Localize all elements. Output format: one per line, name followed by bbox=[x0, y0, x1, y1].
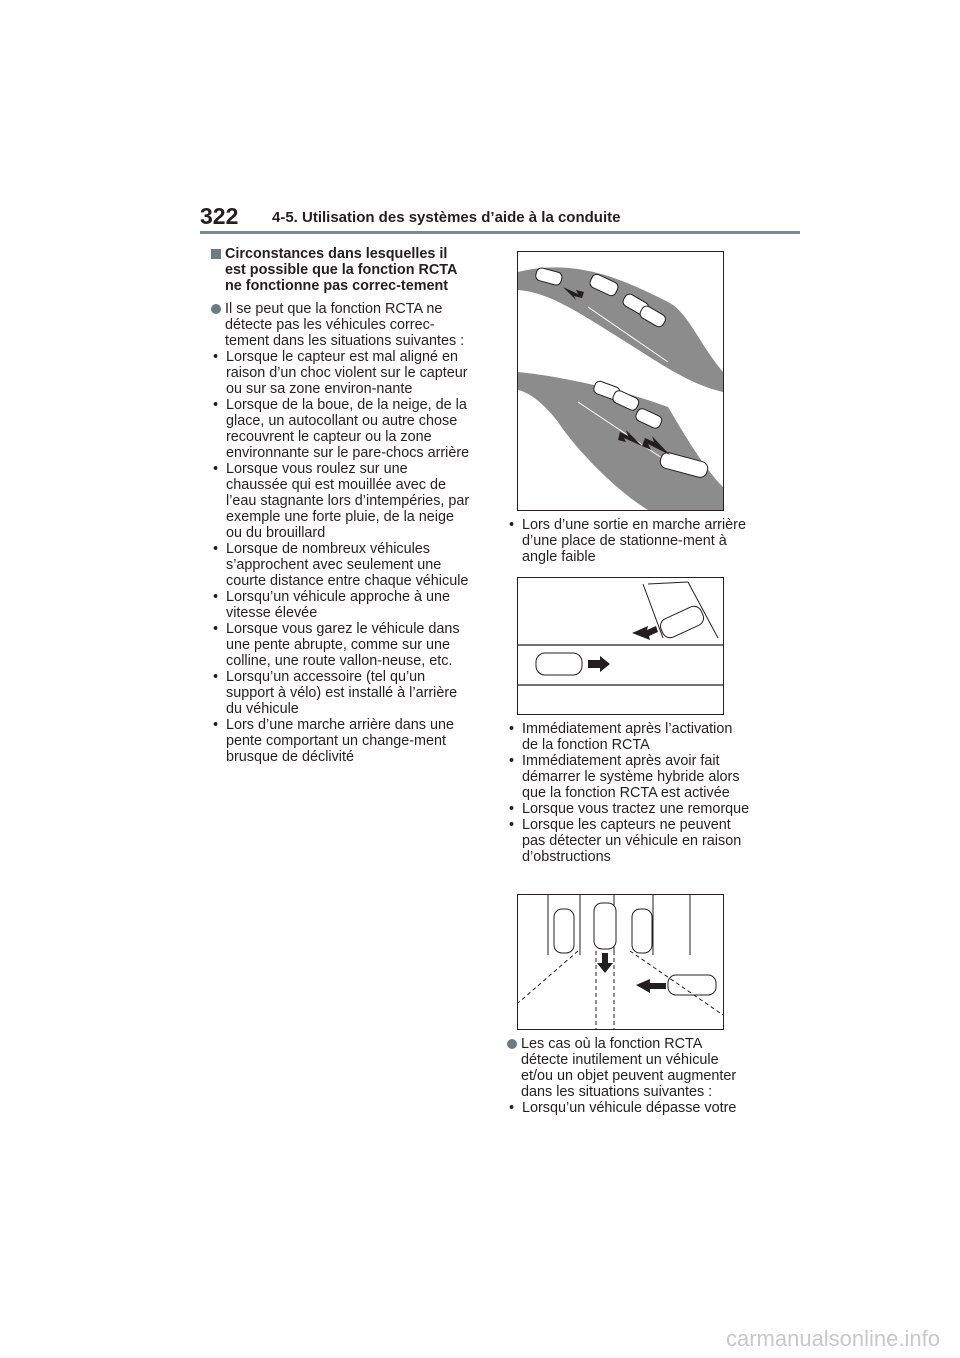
section-title: 4-5. Utilisation des systèmes d’aide à la conduite bbox=[272, 209, 621, 226]
bullet-item bbox=[211, 669, 471, 717]
bullet-text: Lorsque de nombreux véhicules s’approchent avec seulement une courte distance entre chaque véhicule bbox=[226, 541, 469, 589]
bullet-text: Lors d’une marche arrière dans une pente comportant un change-ment brusque de déclivité bbox=[226, 717, 454, 765]
page-number: 322 bbox=[200, 203, 239, 229]
bullet-text: Lorsqu’un accessoire (tel qu’un support à vélo) est installé à l’arrière du véhicule bbox=[226, 669, 458, 717]
bullet-text: Lors d’une sortie en marche arrière d’une place de stationne-ment à angle faible bbox=[522, 517, 746, 565]
bullet-item bbox=[211, 349, 471, 397]
bullet-item bbox=[211, 541, 471, 589]
bullet-dot-icon: • bbox=[213, 589, 219, 605]
bullet-text: Lorsqu’un véhicule dépasse votre bbox=[522, 1100, 737, 1116]
bullet-item bbox=[507, 753, 752, 801]
subsection-heading bbox=[211, 246, 471, 294]
bullet-item bbox=[211, 397, 471, 461]
bullet-dot-icon: • bbox=[213, 717, 219, 733]
bullet-text: Lorsque vous garez le véhicule dans une pente abrupte, comme sur une colline, une route vallon-neuse, etc. bbox=[226, 621, 460, 669]
car-icon bbox=[632, 909, 652, 953]
second-paragraph-text: Les cas où la fonction RCTA détecte inutilement un véhicule et/ou un objet peuvent augmenter dans les situations suivantes : bbox=[521, 1036, 737, 1100]
right-bullet-list-a bbox=[507, 517, 752, 565]
bullet-text: Lorsqu’un véhicule approche à une vitesse élevée bbox=[226, 589, 451, 621]
bullet-dot-icon: • bbox=[509, 517, 515, 533]
figure-angled-parking bbox=[517, 577, 724, 715]
circle-bullet-icon bbox=[507, 1039, 517, 1049]
arrow-icon bbox=[588, 656, 610, 672]
car-icon bbox=[594, 903, 616, 949]
bullet-dot-icon: • bbox=[213, 669, 219, 685]
car-icon bbox=[554, 909, 574, 953]
arrow-icon bbox=[636, 979, 666, 993]
bullet-dot-icon: • bbox=[213, 461, 219, 477]
bullet-text: Lorsque de la boue, de la neige, de la glace, un autocollant ou autre chose recouvrent le capteur ou la zone environnante sur le pare-chocs arrière bbox=[226, 397, 470, 461]
bullet-dot-icon: • bbox=[213, 349, 219, 365]
circle-bullet-icon bbox=[211, 304, 221, 314]
bullet-text: Immédiatement après avoir fait démarrer le système hybride alors que la fonction RCTA est activée bbox=[522, 753, 740, 801]
left-bullet-list bbox=[211, 349, 471, 765]
figure-obstruction bbox=[517, 894, 724, 1030]
bullet-dot-icon: • bbox=[213, 621, 219, 637]
bullet-dot-icon: • bbox=[213, 397, 219, 413]
bullet-item bbox=[507, 1100, 752, 1116]
right-column-c bbox=[507, 1036, 752, 1116]
watermark: carmanualsonline.info bbox=[725, 1326, 940, 1351]
bullet-item bbox=[507, 721, 752, 753]
bullet-text: Lorsque vous roulez sur une chaussée qui est mouillée avec de l’eau stagnante lors d’intempéries, par exemple une forte pluie, de la neige ou du brouillard bbox=[226, 461, 470, 541]
figure-curved-road bbox=[517, 251, 724, 511]
bullet-item bbox=[507, 817, 752, 865]
intro-text: Il se peut que la fonction RCTA ne détecte pas les véhicules correc-tement dans les situations suivantes : bbox=[225, 301, 465, 349]
arrow-icon bbox=[632, 626, 658, 640]
right-bullet-list-b bbox=[507, 721, 752, 865]
car-icon bbox=[668, 975, 716, 995]
intro-paragraph bbox=[211, 301, 471, 349]
second-paragraph bbox=[507, 1036, 752, 1100]
car-icon bbox=[536, 653, 582, 675]
bullet-text: Lorsque les capteurs ne peuvent pas détecter un véhicule en raison d’obstructions bbox=[522, 817, 742, 865]
heading-text: Circonstances dans lesquelles il est possible que la fonction RCTA ne fonctionne pas correc-tement bbox=[225, 246, 457, 294]
bullet-dot-icon: • bbox=[509, 817, 515, 833]
arrow-icon bbox=[597, 953, 613, 973]
bullet-text: Lorsque le capteur est mal aligné en raison d’un choc violent sur le capteur ou sur sa zone environ-nante bbox=[226, 349, 468, 397]
bullet-dot-icon: • bbox=[213, 541, 219, 557]
right-column-a bbox=[507, 517, 752, 565]
bullet-dot-icon: • bbox=[509, 801, 515, 817]
bullet-item bbox=[507, 801, 752, 817]
bullet-item bbox=[211, 589, 471, 621]
bullet-item bbox=[507, 517, 752, 565]
bullet-dot-icon: • bbox=[509, 721, 515, 737]
bullet-item bbox=[211, 461, 471, 541]
bullet-text: Immédiatement après l’activation de la fonction RCTA bbox=[522, 721, 733, 753]
car-icon bbox=[658, 604, 706, 641]
bullet-dot-icon: • bbox=[509, 753, 515, 769]
bullet-item bbox=[211, 621, 471, 669]
bullet-dot-icon: • bbox=[509, 1100, 515, 1116]
right-column-b bbox=[507, 721, 752, 865]
header-rule bbox=[200, 231, 800, 234]
square-bullet-icon bbox=[211, 249, 221, 259]
left-column bbox=[211, 246, 471, 765]
bullet-text: Lorsque vous tractez une remorque bbox=[522, 801, 750, 817]
right-bullet-list-c bbox=[507, 1100, 752, 1116]
bullet-item bbox=[211, 717, 471, 765]
